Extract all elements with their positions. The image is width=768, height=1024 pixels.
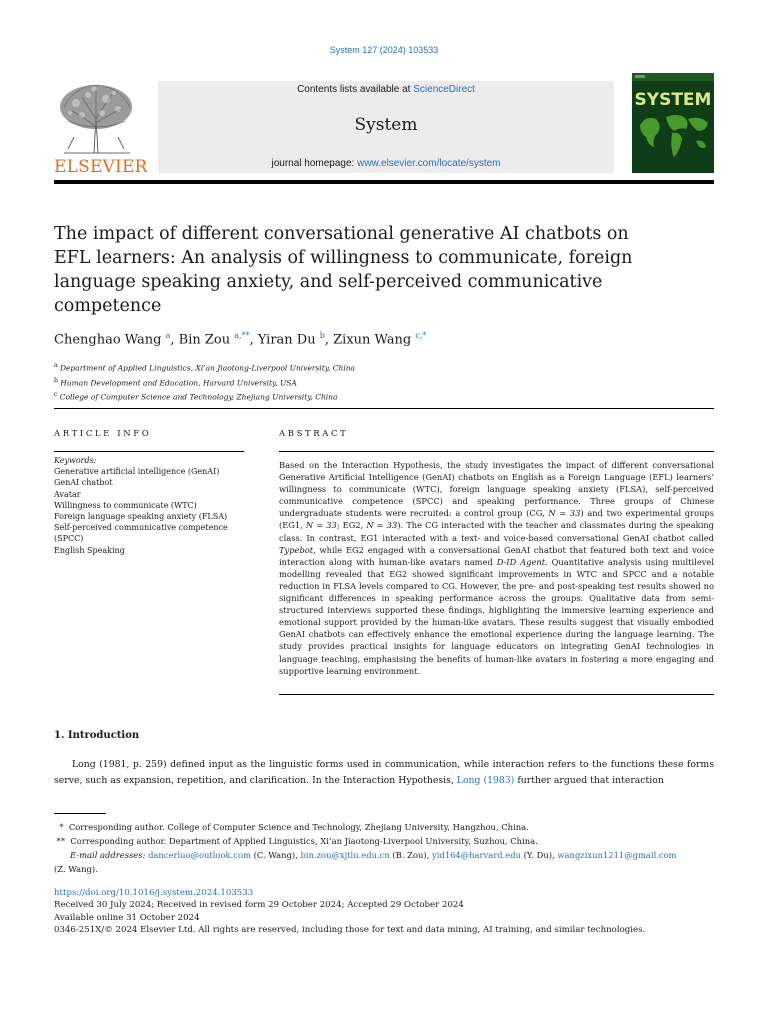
affiliation-text: Human Development and Education, Harvard University, USA [60,378,297,387]
masthead [54,73,714,179]
affiliation-item [54,360,355,375]
abstract-text: Based on the Interaction Hypothesis, the study investigates the impact of different conversational Generative Artificial Intelligence (GenAI) chatbots on English as a Foreign Language (EFL) learners’ willingness to communicate (WTC), foreign language speaking anxiety (FLSA), self-perceived communicative competence (SPCC) and speaking performance. Three groups of Chinese undergraduate students were recruited: a control group (CG, N = 33) and two experimental groups (EG1, N = 33; EG2, N = 33). The CG interacted with the teacher and classmates during the speaking class. In contrast, EG1 interacted with a text- and voice-based conversational GenAI chatbot called Typebot, while EG2 engaged with a conversational GenAI chatbot that featured both text and voice interaction along with human-like avatars named D-ID Agent. Quantitative analysis using multilevel modelling revealed that EG2 showed significant improvements in WTC and SPCC and a notable reduction in FLSA levels compared to CG. However, the pre- and post-speaking test results showed no significant differences in speaking performance across the groups. Qualitative data from semi-structured interviews supported these findings, highlighting the immersive learning experience and emotional support provided by the human-like avatars. These results suggest that visually embodied GenAI chatbots can effectively enhance the emotional experience during the language learning. The study provides practical insights for language educators on integrating GenAI technologies in language teaching, emphasising the benefits of human-like avatars in fostering a more engaging and supportive learning environment. [279,460,714,676]
sciencedirect-link[interactable]: ScienceDirect [413,84,475,95]
cover-title-text: SYSTEM [634,90,712,110]
author-list [54,331,426,347]
keyword-item: Foreign language speaking anxiety (FLSA) [54,512,228,522]
email-link[interactable]: yid164@harvard.edu [432,850,521,860]
footnote-emails: E-mail addresses: dancerluo@outlook.com (C. Wang), bin.zou@xjtlu.edu.cn (B. Zou), yid164@harvard.edu (Y. Du), wangzixun1211@gmail.com [69,850,677,860]
copyright-notice: 0346-251X/© 2024 Elsevier Ltd. All rights are reserved, including those for text and data mining, AI training, and similar technologies. [54,924,646,935]
section-heading-introduction: 1. Introduction [54,730,140,741]
affiliation-item [54,389,355,404]
keywords-label: Keywords: [54,456,97,465]
journal-info-box [158,81,614,173]
footnote-corresponding-1: * Corresponding author. College of Computer Science and Technology, Zhejiang University, Hangzhou, China. [59,822,529,832]
elsevier-tree-icon [54,77,140,155]
keyword-item: Avatar [54,489,81,499]
author-affiliation-mark[interactable]: a,** [234,331,250,340]
footnote-email-tail: (Z. Wang). [54,864,98,874]
keywords-list [54,455,244,556]
journal-name: System [354,115,418,135]
author-affiliation-mark[interactable]: b [319,331,325,340]
article-title: The impact of different conversational generative AI chatbots on EFL learners: An analysis of willingness to communicate, foreign language speaking anxiety, and self-perceived communicative competence [54,224,633,316]
contents-prefix: Contents lists available at [297,84,414,95]
footnote-corresponding-2: ** Corresponding author. Department of Applied Linguistics, Xi’an Jiaotong-Liverpool University, Suzhou, China. [56,836,538,846]
affiliation-text: Department of Applied Linguistics, Xi’an Jiaotong-Liverpool University, China [59,363,356,373]
keyword-item: GenAI chatbot [54,478,113,488]
doi-link[interactable]: https://doi.org/10.1016/j.system.2024.103533 [54,888,254,898]
affiliation-text: College of Computer Science and Technology, Zhejiang University, China [59,392,338,402]
contents-line [158,84,614,95]
header-divider [54,180,714,184]
author-name: Yiran Du [257,332,316,348]
email-label: E-mail addresses: [69,850,146,860]
keyword-item: English Speaking [54,545,125,555]
homepage-prefix: journal homepage: [271,158,358,169]
article-info-rule [54,451,244,452]
long-1983-citation-link[interactable]: Long (1983) [456,774,515,786]
abstract-bottom-rule [279,694,714,695]
keyword-item: Generative artificial intelligence (GenAI) [54,467,220,477]
author-name: Bin Zou [178,332,231,348]
affiliation-mark: c [54,391,58,398]
article-info-heading: ARTICLE INFO [54,429,152,439]
affiliation-divider [54,408,714,409]
received-dates: Received 30 July 2024; Received in revised form 29 October 2024; Accepted 29 October 2024 [54,900,464,911]
affiliation-mark: a [54,362,58,369]
affiliation-item [54,375,355,390]
author-separator: , [324,332,334,348]
affiliations [54,360,355,404]
online-date: Available online 31 October 2024 [54,912,200,923]
author-name: Zixun Wang [333,332,412,348]
author-separator: , [249,332,258,348]
keyword-item: Willingness to communicate (WTC) [54,500,197,510]
journal-cover-image[interactable] [632,73,714,173]
abstract-rule [279,451,714,452]
author-affiliation-mark[interactable]: c,* [415,331,427,340]
homepage-line [158,158,614,169]
author-name: Chenghao Wang [54,332,162,348]
author-affiliation-mark[interactable]: a [165,331,171,340]
keyword-item: Self-perceived communicative competence (SPCC) [54,523,228,544]
publication-info [54,887,734,936]
introduction-paragraph: Long (1981, p. 259) defined input as the linguistic forms used in communication, while interaction refers to the functions these forms serve, such as expansion, repetition, and clarification. In the Interaction Hypothesis, Long (1983) further argued that interaction [54,759,714,786]
affiliation-mark: b [54,376,58,384]
email-link[interactable]: wangzixun1211@gmail.com [557,850,677,860]
footnote-divider [54,813,106,814]
email-link[interactable]: dancerluo@outlook.com [148,850,251,860]
elsevier-tree-logo [54,77,148,177]
email-link[interactable]: bin.zou@xjtlu.edu.cn [300,850,390,860]
footnotes [54,820,734,876]
abstract-heading: ABSTRACT [279,429,349,439]
journal-citation[interactable]: System 127 (2024) 103533 [329,45,439,55]
elsevier-wordmark: ELSEVIER [54,157,148,177]
author-separator: , [170,332,179,348]
journal-homepage-link[interactable]: www.elsevier.com/locate/system [357,158,501,169]
